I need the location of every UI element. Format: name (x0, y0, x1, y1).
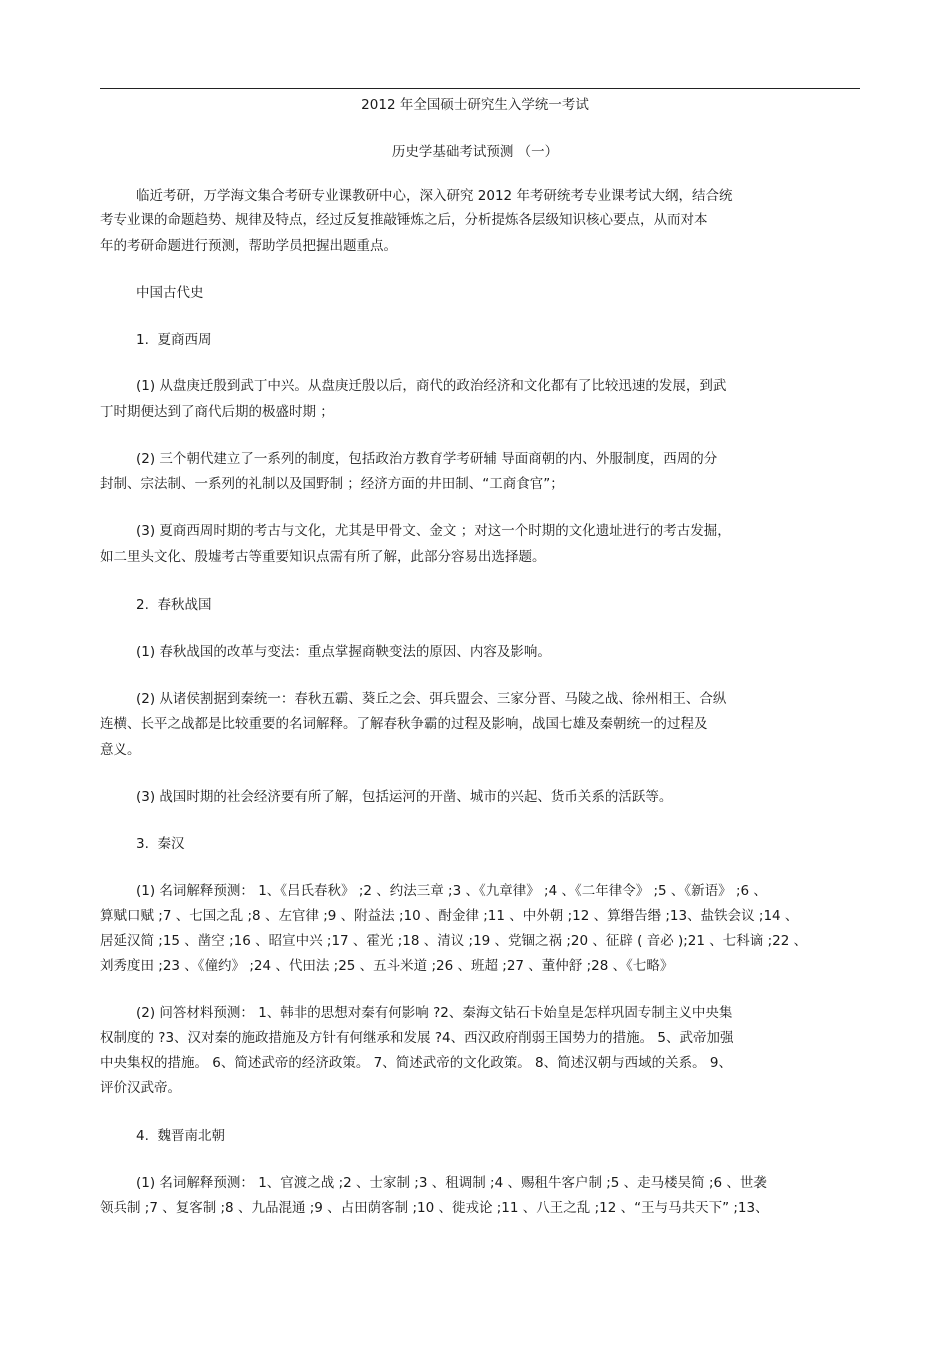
paragraph-line: 连横、长平之战都是比较重要的名词解释。了解春秋争霸的过程及影响，战国七雄及秦朝统一的过程及 (100, 716, 708, 732)
intro-line: 考专业课的命题趋势、规律及特点，经过反复推敲锤炼之后，分析提炼各层级知识核心要点，从而对本 (100, 212, 708, 228)
document-subtitle: 历史学基础考试预测 （一） (391, 144, 559, 160)
paragraph-line: 评价汉武帝。 (100, 1080, 181, 1096)
top-rule (100, 88, 860, 89)
section-heading: 1. 夏商西周 (136, 332, 212, 348)
paragraph-line: 权制度的 ?3、汉对秦的施政措施及方针有何继承和发展 ?4、西汉政府削弱王国势力的措施。 5、武帝加强 (100, 1030, 734, 1046)
paragraph-line: 中央集权的措施。 6、简述武帝的经济政策。 7、简述武帝的文化政策。 8、简述汉朝与西域的关系。 9、 (100, 1055, 733, 1071)
paragraph-line: (3) 夏商西周时期的考古与文化，尤其是甲骨文、金文 ；对这一个时期的文化遗址进行的考古发掘， (136, 523, 731, 539)
paragraph-line: 刘秀度田 ;23 、《僮约》 ;24 、代田法 ;25 、五斗米道 ;26 、班超 ;27 、董仲舒 ;28 、《七略》 (100, 958, 674, 974)
paragraph-line: (2) 问答材料预测： 1、韩非的思想对秦有何影响 ?2、秦海文钻石卡始皇是怎样巩固专制主义中央集 (136, 1005, 733, 1021)
paragraph-line: 居延汉简 ;15 、凿空 ;16 、昭宣中兴 ;17 、霍光 ;18 、清议 ;19 、党锢之祸 ;20 、征辟 ( 音必 );21 、七科谪 ;22 、 (100, 933, 808, 949)
paragraph-line: 意义。 (100, 742, 141, 758)
paragraph-line: 如二里头文化、殷墟考古等重要知识点需有所了解，此部分容易出选择题。 (100, 549, 546, 565)
paragraph-line: (2) 三个朝代建立了一系列的制度，包括政治方教育学考研辅 导面商朝的内、外服制度，西周的分 (136, 451, 718, 467)
intro-line: 临近考研，万学海文集合考研专业课教研中心，深入研究 2012 年考研统考专业课考试大纲，结合统 (136, 188, 733, 204)
paragraph-line: 封制、宗法制、一系列的礼制以及国野制 ；经济方面的井田制、“工商食官”； (100, 476, 564, 492)
paragraph-line: (1) 名词解释预测： 1、《吕氏春秋》 ;2 、约法三章 ;3 、《九章律》 ;4 、《二年律令》 ;5 、《新语》 ;6 、 (136, 883, 767, 899)
paragraph-line: 领兵制 ;7 、复客制 ;8 、九品混通 ;9 、占田荫客制 ;10 、徙戎论 ;11 、八王之乱 ;12 、“王与马共天下” ;13、 (100, 1200, 769, 1216)
paragraph-line: 丁时期便达到了商代后期的极盛时期 ； (100, 404, 334, 420)
intro-line: 年的考研命题进行预测，帮助学员把握出题重点。 (100, 238, 397, 254)
section-heading: 2. 春秋战国 (136, 597, 212, 613)
section-heading: 3. 秦汉 (136, 836, 185, 852)
paragraph-line: (1) 从盘庚迁殷到武丁中兴。从盘庚迁殷以后，商代的政治经济和文化都有了比较迅速的发展，到武 (136, 378, 727, 394)
paragraph-line: (3) 战国时期的社会经济要有所了解，包括运河的开凿、城市的兴起、货币关系的活跃等。 (136, 789, 673, 805)
paragraph-line: (2) 从诸侯割据到秦统一：春秋五霸、葵丘之会、弭兵盟会、三家分晋、马陵之战、徐州相王、合纵 (136, 691, 727, 707)
section-title: 中国古代史 (136, 285, 204, 301)
document-title: 2012 年全国硕士研究生入学统一考试 (361, 97, 589, 113)
section-heading: 4. 魏晋南北朝 (136, 1128, 225, 1144)
paragraph-line: (1) 名词解释预测： 1、官渡之战 ;2 、士家制 ;3 、租调制 ;4 、赐租牛客户制 ;5 、走马楼吴简 ;6 、世袭 (136, 1175, 767, 1191)
paragraph-line: 算赋口赋 ;7 、七国之乱 ;8 、左官律 ;9 、附益法 ;10 、酎金律 ;11 、中外朝 ;12 、算缗告缗 ;13、盐铁会议 ;14 、 (100, 908, 799, 924)
paragraph-line: (1) 春秋战国的改革与变法：重点掌握商鞅变法的原因、内容及影响。 (136, 644, 551, 660)
